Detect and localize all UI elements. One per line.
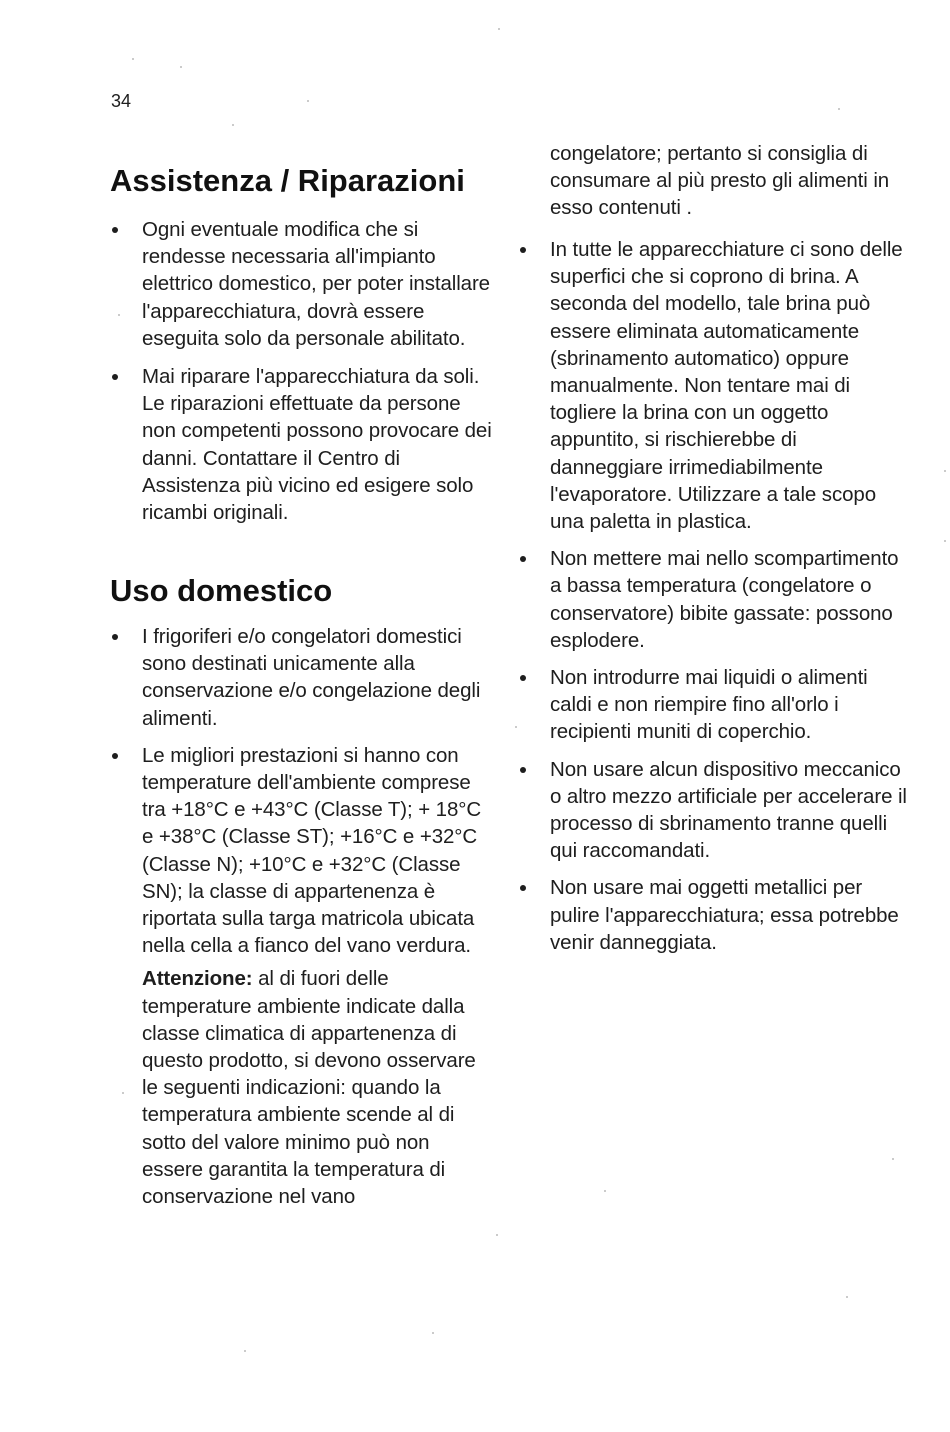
scan-speck [846, 1296, 848, 1298]
bullet-icon [520, 556, 526, 562]
assistenza-list [110, 216, 495, 536]
scan-speck [244, 1350, 246, 1352]
scan-speck [307, 100, 309, 102]
bullet-icon [520, 247, 526, 253]
list-item-text: I frigoriferi e/o congelatori domestici sono destinati unicamente alla conservazione e/o congelazione degli alimenti. [142, 625, 481, 730]
list-item [110, 742, 495, 1210]
scan-speck [498, 28, 500, 30]
list-item [518, 664, 913, 746]
list-item-text: Mai riparare l'apparecchiatura da soli. Le riparazioni effettuate da persone non competenti possono provocare dei danni. Contattare il Centro di Assistenza più vicino ed esigere solo ricambi originali. [142, 365, 492, 525]
list-item [518, 874, 913, 956]
scan-speck [122, 1092, 124, 1094]
bullet-icon [112, 374, 118, 380]
scan-speck [232, 124, 234, 126]
list-item-text: Non usare mai oggetti metallici per pulire l'apparecchiatura; essa potrebbe venir danneggiata. [550, 876, 899, 954]
bullet-icon [520, 885, 526, 891]
continuation-text: congelatore; pertanto si consiglia di consumare al più presto gli alimenti in esso contenuti . [550, 142, 890, 220]
list-item [518, 756, 913, 865]
list-item [518, 545, 913, 654]
section-title-uso: Uso domestico [110, 573, 333, 608]
scan-speck [892, 1158, 894, 1160]
attention-note [142, 965, 495, 1210]
scan-speck [515, 726, 517, 728]
page-number: 34 [111, 91, 132, 111]
bullet-icon [520, 767, 526, 773]
scan-speck [944, 540, 946, 542]
list-item-text: Non usare alcun dispositivo meccanico o altro mezzo artificiale per accelerare il processo di sbrinamento tranne quelli qui raccomandati. [550, 757, 907, 863]
right-list [518, 236, 913, 966]
bullet-icon [112, 753, 118, 759]
list-item-text: Non introdurre mai liquidi o alimenti caldi e non riempire fino all'orlo i recipienti muniti di coperchio. [550, 666, 868, 744]
list-item [110, 623, 495, 732]
list-item [110, 216, 495, 352]
list-item-text: Non mettere mai nello scompartimento a bassa temperatura (congelatore o conservatore) bibite gassate: possono esplodere. [550, 547, 899, 652]
scan-speck [944, 470, 946, 472]
scan-speck [118, 314, 120, 316]
bullet-icon [520, 675, 526, 681]
bullet-icon [112, 634, 118, 640]
list-item-text: Ogni eventuale modifica che si rendesse necessaria all'impianto elettrico domestico, per poter installare l'apparecchiatura, dovrà essere eseguita solo da personale abilitato. [142, 218, 490, 350]
bullet-icon [112, 227, 118, 233]
list-item-text: In tutte le apparecchiature ci sono delle superfici che si coprono di brina. A seconda del modello, tale brina può essere eliminata automaticamente (sbrinamento automatico) oppure manualmente. Non tentare mai di togliere la brina con un oggetto appuntito, si rischierebbe di danneggiare irrimediabilmente l'evaporatore. Utilizzare a tale scopo una paletta in plastica. [550, 238, 903, 534]
attention-label: Attenzione: [142, 967, 253, 991]
scan-speck [604, 1190, 606, 1192]
scan-speck [132, 58, 134, 60]
list-item [518, 236, 913, 535]
scan-speck [838, 108, 840, 110]
list-item [110, 363, 495, 526]
scan-speck [496, 1234, 498, 1236]
section-title-assistenza: Assistenza / Riparazioni [110, 163, 465, 198]
list-item-text: Le migliori prestazioni si hanno con temperature dell'ambiente comprese tra +18°C e +43°C (Classe T); + 18°C e +38°C (Classe ST); +16°C e +32°C (Classe N); +10°C e +32°C (Classe SN); la classe di appartenenza è riportata sulla targa matricola ubicata nella cella a fianco del vano verdura. [142, 743, 482, 958]
scan-speck [180, 66, 182, 68]
uso-list [110, 623, 495, 1220]
attention-text: al di fuori delle temperature ambiente indicate dalla classe climatica di appartenenza di questo prodotto, si devono osservare le seguenti indicazioni: quando la temperatura ambiente scende al di sotto del valore minimo può non essere garantita la temperatura di conservazione nel vano [142, 967, 476, 1209]
scan-speck [432, 1332, 434, 1334]
